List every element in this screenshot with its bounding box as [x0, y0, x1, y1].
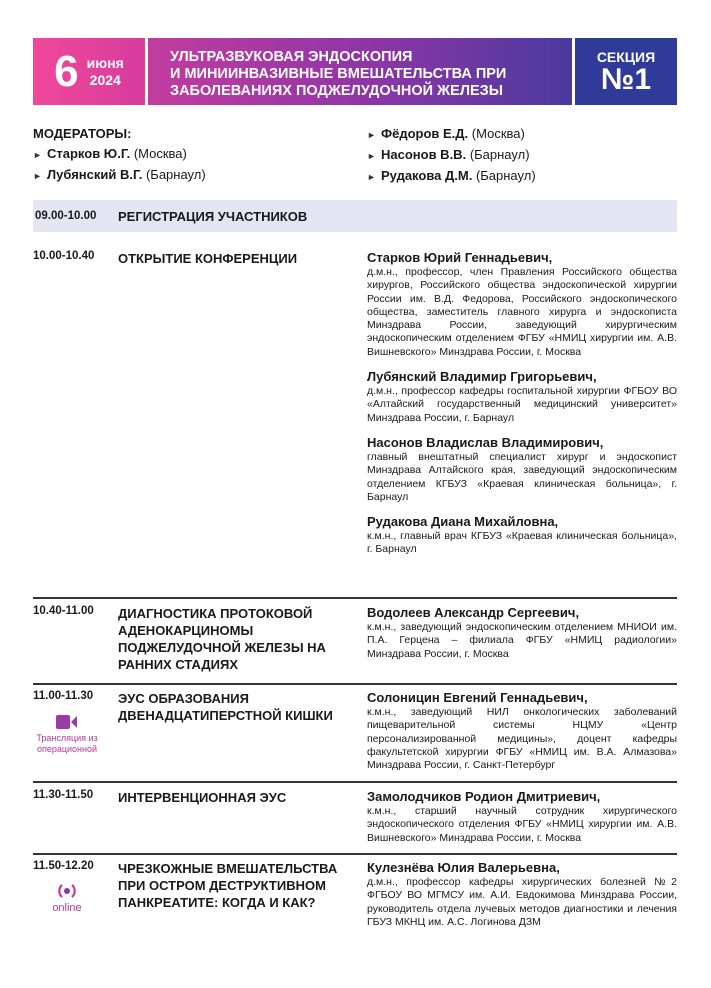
section-number: №1 [600, 62, 652, 96]
moderator-item: ► Лубянский В.Г. (Барнаул) [33, 165, 206, 186]
speaker-name: Насонов Владислав Владимирович, [367, 434, 604, 450]
title-line: УЛЬТРАЗВУКОВАЯ ЭНДОСКОПИЯ [170, 48, 413, 65]
arrow-icon: ► [367, 130, 376, 140]
row-divider [33, 683, 677, 685]
session-topic: ОТКРЫТИЕ КОНФЕРЕНЦИИ [118, 251, 298, 266]
moderators-left [33, 124, 206, 186]
session-time: 11.30-11.50 [33, 789, 94, 801]
online-badge [33, 882, 101, 914]
date-year: 2024 [89, 71, 121, 88]
speaker-bio: главный внештатный специалист хирург и эндоскопист Минздрава Алтайского края, заведующий эндоскопическим отделением КГБУЗ «Краевая клиническая больница», г. Барнаул [367, 450, 677, 503]
video-camera-icon [56, 714, 78, 730]
moderators-right [367, 124, 536, 187]
session-topic: ИНТЕРВЕНЦИОННАЯ ЭУС [118, 790, 287, 805]
speaker [367, 789, 677, 845]
speaker-bio: к.м.н., заведующий эндоскопическим отделением МНИОИ им. П.А. Герцена – филиала ФГБУ «НМИЦ радиологии» Минздрава России, г. Москва [367, 621, 677, 660]
section-header [33, 38, 677, 105]
date-box [33, 38, 145, 105]
registration-time: 09.00-10.00 [35, 210, 97, 222]
session-time: 10.00-10.40 [33, 250, 95, 262]
session-topic: ЭУС ОБРАЗОВАНИЯ ДВЕНАДЦАТИПЕРСТНОЙ КИШКИ [118, 691, 333, 723]
moderator-item: ► Фёдоров Е.Д. (Москва) [367, 124, 536, 145]
arrow-icon: ► [367, 172, 376, 182]
speaker-name: Рудакова Диана Михайловна, [367, 514, 559, 530]
registration-row [33, 200, 677, 232]
row-divider [33, 853, 677, 855]
session-topic: ЧРЕЗКОЖНЫЕ ВМЕШАТЕЛЬСТВА ПРИ ОСТРОМ ДЕСТРУКТИВНОМ ПАНКРЕАТИТЕ: КОГДА И КАК? [118, 861, 338, 910]
speaker-name: Водолеев Александр Сергеевич, [367, 605, 580, 620]
speaker [367, 369, 677, 425]
date-day: 6 [54, 46, 79, 96]
speaker-name: Солоницин Евгений Геннадьевич, [367, 690, 588, 705]
row-divider [33, 597, 677, 599]
broadcast-icon [55, 882, 79, 900]
arrow-icon: ► [367, 151, 376, 161]
speaker-bio: к.м.н., главный врач КГБУЗ «Краевая клиническая больница», г. Барнаул [367, 530, 677, 556]
speaker-bio: к.м.н., старший научный сотрудник хирургического эндоскопического отделения ФГБУ «НМИЦ хирургии им. А.В. Вишневского» Минздрава России, г. Москва [367, 805, 677, 844]
speaker-bio: д.м.н., профессор кафедры госпитальной хирургии ФГБОУ ВО «Алтайский государственный медицинский университет» Минздрава России, г. Барнаул [367, 385, 677, 424]
date-month: июня [86, 54, 124, 71]
moderator-item: ► Насонов В.В. (Барнаул) [367, 145, 536, 166]
speaker [367, 690, 677, 772]
registration-label: РЕГИСТРАЦИЯ УЧАСТНИКОВ [118, 208, 308, 224]
session-topic: ДИАГНОСТИКА ПРОТОКОВОЙ АДЕНОКАРЦИНОМЫ ПОДЖЕЛУДОЧНОЙ ЖЕЛЕЗЫ НА РАННИХ СТАДИЯХ [118, 606, 326, 672]
section-number-box [575, 38, 677, 105]
speaker [367, 250, 677, 359]
badge-label: online [52, 902, 82, 914]
session-time: 11.00-11.30 [33, 690, 94, 702]
session-time: 11.50-12.20 [33, 860, 94, 872]
section-title [148, 38, 572, 105]
speaker-name: Замолодчиков Родион Дмитриевич, [367, 789, 601, 804]
title-line: ЗАБОЛЕВАНИЯХ ПОДЖЕЛУДОЧНОЙ ЖЕЛЕЗЫ [170, 82, 503, 99]
speaker-name: Старков Юрий Геннадьевич, [367, 250, 553, 265]
moderator-item: ► Старков Ю.Г. (Москва) [33, 144, 206, 165]
speaker-bio: д.м.н., профессор кафедры хирургических болезней №2 ФГБОУ ВО МГМСУ им. А.И. Евдокимова Минздрава России, руководитель отдела лучевых методов диагностики и лечения ГБУЗ МКНЦ им. А.С. Логинова ДЗМ [367, 876, 677, 928]
moderators-label: МОДЕРАТОРЫ: [33, 126, 132, 141]
speaker [367, 514, 677, 557]
row-divider [33, 781, 677, 783]
speaker-name: Кулезнёва Юлия Валерьевна, [367, 860, 560, 875]
speaker-bio: д.м.н., профессор, член Правления Российского общества хирургов, Российского общества эндоскопической хирургии России им. В.Д. Федорова, Российского эндоскопического общества, заместитель главного хирурга и эндоскописта Минздрава России, заведующий хирургическим эндоскопическим отделением ФГБУ «НМИЦ хирургии им. А.В. Вишневского» Минздрава России, г. Москва [367, 266, 677, 358]
session-time: 10.40-11.00 [33, 605, 94, 617]
broadcast-badge [33, 714, 101, 755]
speaker [367, 605, 677, 661]
arrow-icon: ► [33, 171, 42, 181]
speaker [367, 860, 677, 929]
badge-label: Трансляция из операционной [36, 733, 98, 754]
moderator-item: ► Рудакова Д.М. (Барнаул) [367, 166, 536, 187]
speaker-bio: к.м.н., заведующий НИЛ онкологических заболеваний пищеварительной системы НЦМУ «Центр персонализированной медицины», доцент кафедры факультетской хирургии ФГБУ «НМИЦ им. В.А. Алмазова» Минздрава России, г. Санкт-Петербург [367, 706, 677, 772]
section-label: СЕКЦИЯ [596, 48, 656, 65]
arrow-icon: ► [33, 150, 42, 160]
speaker-name: Лубянский Владимир Григорьевич, [367, 369, 597, 385]
speaker [367, 435, 677, 504]
title-line: И МИНИИНВАЗИВНЫЕ ВМЕШАТЕЛЬСТВА ПРИ [170, 65, 507, 82]
